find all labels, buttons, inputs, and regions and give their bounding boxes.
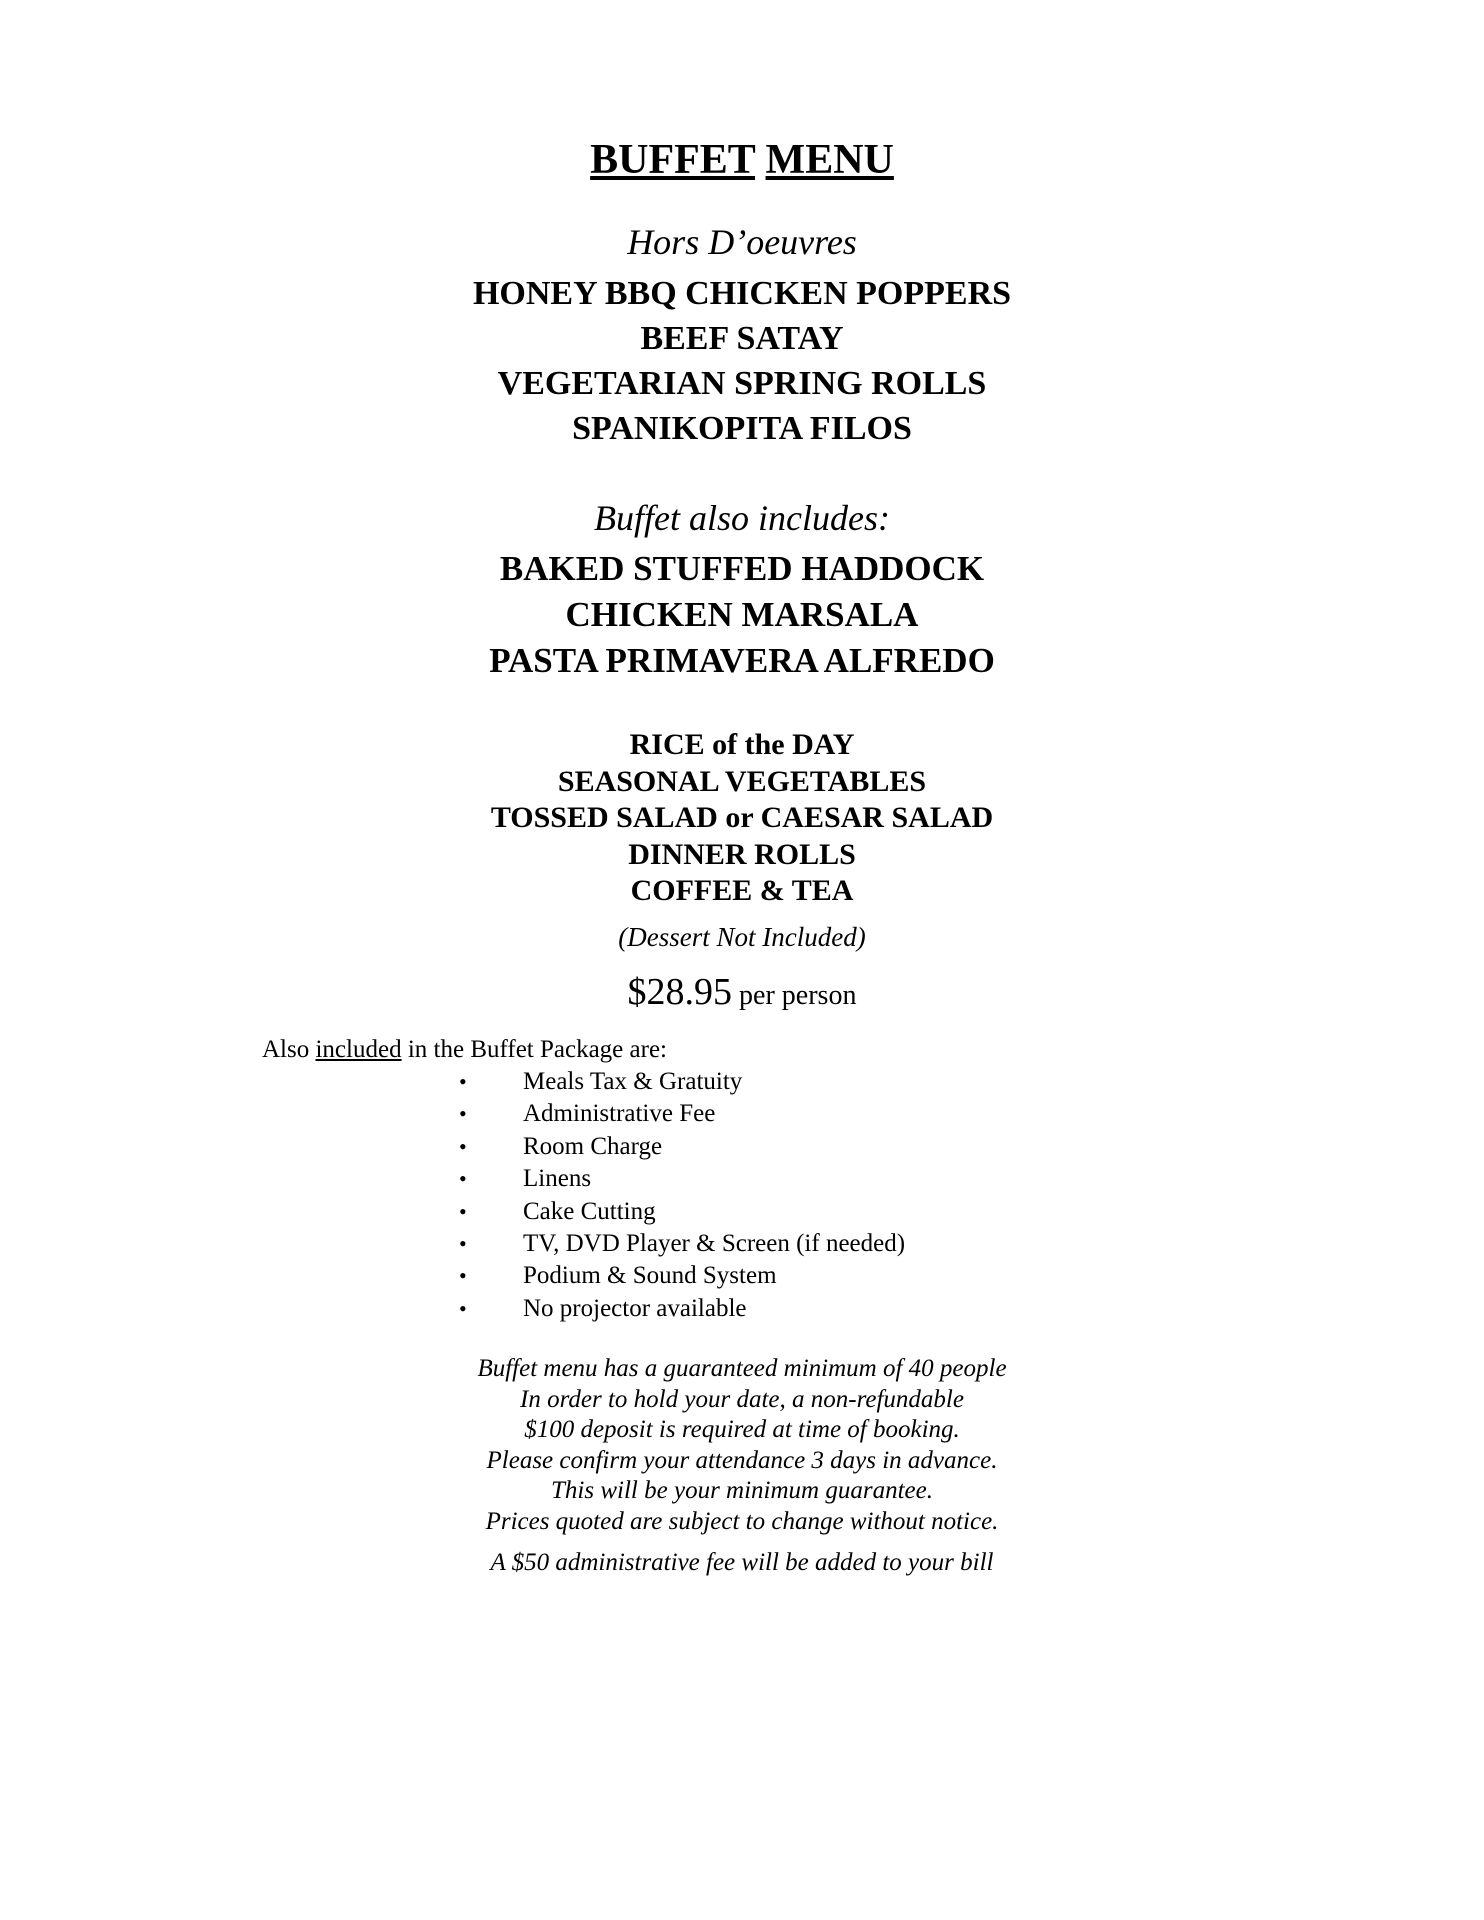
terms-line: In order to hold your date, a non-refundable: [520, 1385, 964, 1413]
package-list: [455, 1066, 905, 1325]
list-item-text: Room Charge: [523, 1132, 663, 1160]
terms-line: This will be your minimum guarantee.: [551, 1477, 933, 1505]
hors-doeuvres-item: VEGETARIAN SPRING ROLLS: [497, 365, 987, 402]
hors-doeuvres-list: [0, 271, 1484, 451]
hors-doeuvres-item: BEEF SATAY: [640, 320, 844, 357]
admin-fee-note: A $50 administrative fee will be added to your bill: [490, 1549, 994, 1576]
title-word-buffet: BUFFET: [590, 137, 756, 183]
list-item-text: Meals Tax & Gratuity: [523, 1068, 743, 1095]
list-item: [455, 1228, 905, 1260]
bullet-icon: •: [459, 1166, 467, 1192]
list-item: [455, 1163, 905, 1195]
list-item-text: Cake Cutting: [523, 1197, 656, 1225]
side-item: COFFEE & TEA: [630, 874, 854, 907]
bullet-icon: •: [459, 1101, 467, 1127]
package-intro: [262, 1034, 667, 1066]
list-item: [455, 1196, 905, 1228]
sides-list: [0, 727, 1484, 910]
entree-item: PASTA PRIMAVERA ALFREDO: [489, 641, 995, 680]
terms-block: [0, 1354, 1484, 1538]
package-intro-start: Also: [262, 1036, 316, 1063]
bullet-icon: •: [459, 1295, 467, 1321]
list-item: [455, 1066, 905, 1098]
package-intro-underlined: included: [315, 1036, 402, 1063]
list-item-text: TV, DVD Player & Screen (if needed): [523, 1230, 906, 1258]
buffet-includes-heading: Buffet also includes:: [594, 498, 890, 538]
list-item: [455, 1131, 905, 1163]
entree-item: BAKED STUFFED HADDOCK: [499, 549, 985, 588]
hors-doeuvres-item: HONEY BBQ CHICKEN POPPERS: [472, 275, 1012, 312]
terms-line: $100 deposit is required at time of booking.: [524, 1416, 960, 1444]
entree-item: CHICKEN MARSALA: [565, 595, 919, 634]
entree-list: [0, 546, 1484, 684]
list-item: [455, 1098, 905, 1130]
side-item: SEASONAL VEGETABLES: [557, 764, 927, 798]
bullet-icon: •: [459, 1231, 467, 1257]
bullet-icon: •: [459, 1198, 467, 1224]
side-item: DINNER ROLLS: [628, 837, 856, 871]
hors-doeuvres-heading: Hors D’oeuvres: [627, 222, 857, 262]
side-item: RICE of the DAY: [629, 728, 855, 761]
dessert-note: (Dessert Not Included): [618, 922, 866, 952]
terms-line: Buffet menu has a guaranteed minimum of 40 people: [477, 1355, 1007, 1382]
list-item-text: No projector available: [523, 1294, 747, 1322]
page-title: [0, 134, 1484, 186]
terms-line: Please confirm your attendance 3 days in advance.: [486, 1446, 998, 1474]
list-item: [455, 1293, 905, 1325]
package-intro-end: in the Buffet Package are:: [401, 1036, 667, 1063]
list-item-text: Administrative Fee: [523, 1100, 716, 1128]
terms-line: Prices quoted are subject to change without notice.: [485, 1507, 999, 1535]
list-item-text: Podium & Sound System: [523, 1262, 777, 1290]
list-item: [455, 1260, 905, 1292]
list-item-text: Linens: [523, 1165, 592, 1193]
bullet-icon: •: [459, 1263, 467, 1289]
bullet-icon: •: [459, 1133, 467, 1159]
bullet-icon: •: [459, 1069, 467, 1094]
price-line: [0, 970, 1484, 1018]
price-unit: per person: [739, 980, 857, 1011]
hors-doeuvres-item: SPANIKOPITA FILOS: [572, 410, 912, 447]
side-item: TOSSED SALAD or CAESAR SALAD: [490, 801, 994, 834]
price-amount: $28.95: [627, 971, 733, 1013]
title-word-menu: MENU: [765, 137, 894, 183]
